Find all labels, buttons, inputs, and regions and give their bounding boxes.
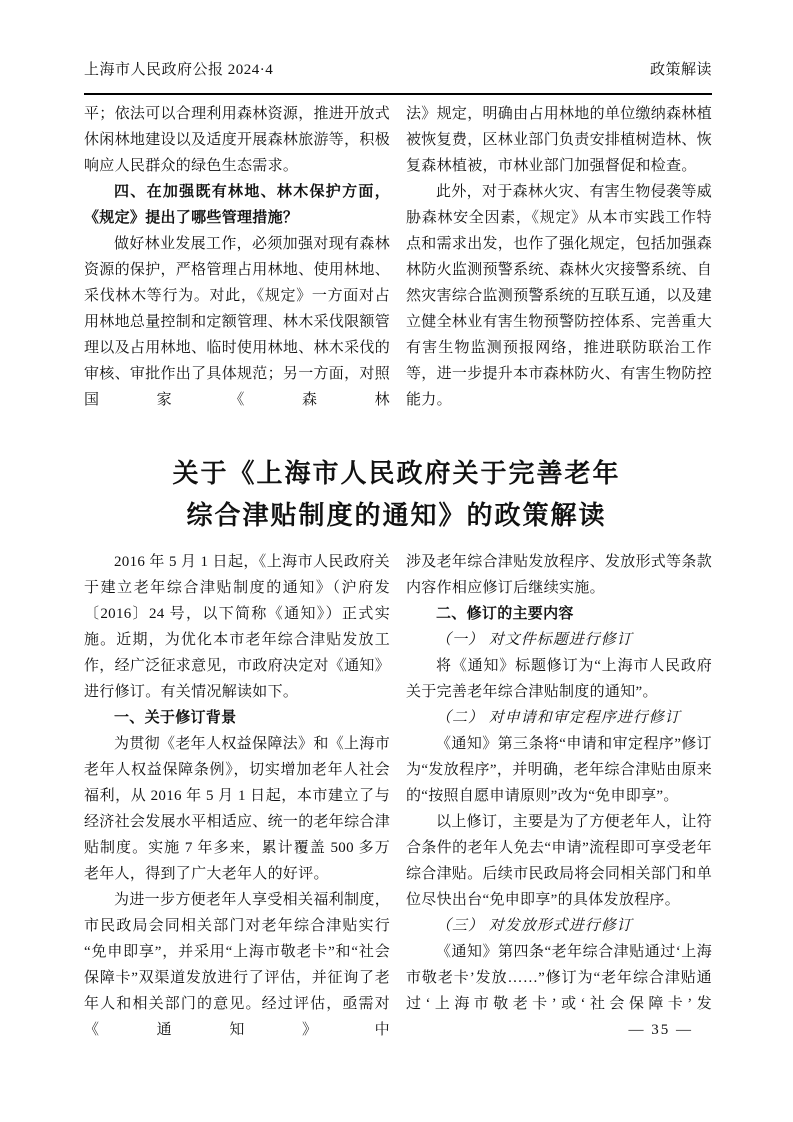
forest-question-4-heading: 四、在加强既有林地、林木保护方面，《规定》提出了哪些管理措施？ [84,183,390,226]
forest-answer-paragraph: 做好林业发展工作，必须加强对现有森林资源的保护，严格管理占用林地、使用林地、采伐林木等行为。对此，《规定》一方面对占用林地总量控制和定额管理、林木采伐限额管理以及占用林地、临时使用林地、林木采伐的审核、审批作出了具体规范；另一方面，对照国家《森林 [84,236,391,408]
subsidy-subheading-3: （三） 对发放形式进行修订 [436,918,633,934]
forest-right-column [406,101,712,413]
article-title-line2: 综合津贴制度的通知》的政策解读 [186,500,607,530]
page-number: — 35 — [628,1022,693,1038]
subsidy-revision-1-paragraph: 将《通知》标题修订为“上海市人民政府关于完善老年综合津贴制度的通知”。 [406,658,712,700]
subsidy-revision-3-paragraph: 《通知》第四条“老年综合津贴通过‘上海市敬老卡’发放……”修订为“老年综合津贴通过‘上海市敬老卡’或‘社会保障卡’发 [406,944,712,1012]
subsidy-revision-2-paragraph-a: 《通知》第三条将“申请和审定程序”修订为“发放程序”，并明确，老年综合津贴由原来的“按照自愿申请原则”改为“免申即享”。 [406,736,712,804]
subsidy-background-paragraph-1: 为贯彻《老年人权益保障法》和《上海市老年人权益保障条例》，切实增加老年人社会福利，从 2016 年 5 月 1 日起，本市建立了与经济社会发展水平相适应、统一的老年综合津贴制度。实施 7 年多来，累计覆盖 500 多万老年人，得到了广大老年人的好评。 [84,736,391,882]
article-title [0,452,793,536]
page-header [84,58,712,79]
subsidy-background-paragraph-2: 为进一步方便老年人享受相关福利制度，市民政局会同相关部门对老年综合津贴实行“免申即享”，并采用“上海市敬老卡”和“社会保障卡”双渠道发放进行了评估，并征询了老年人和相关部门的意见。经过评估，亟需对《通知》中 [84,892,390,1038]
article-title-line1: 关于《上海市人民政府关于完善老年 [172,458,621,488]
subsidy-subheading-1: （一） 对文件标题进行修订 [436,632,633,648]
subsidy-heading-main-content: 二、修订的主要内容 [436,605,574,622]
gazette-title: 上海市人民政府公报 2024·4 [84,62,274,78]
forest-additional-paragraph: 此外，对于森林火灾、有害生物侵袭等威胁森林安全因素，《规定》从本市实践工作特点和需求出发，也作了强化规定，包括加强森林防火监测预警系统、森林火灾接警系统、自然灾害综合监测预警系统的互联互通，以及建立健全林业有害生物预警防控体系、完善重大有害生物监测预报网络，推进联防联治工作等，进一步提升本市森林防火、有害生物防控能力。 [406,184,713,408]
subsidy-subheading-2: （二） 对申请和审定程序进行修订 [436,710,681,726]
subsidy-left-column [84,549,390,1043]
subsidy-right-column [406,549,712,1043]
article-subsidy-interpretation [84,549,712,1043]
section-label: 政策解读 [649,62,712,78]
forest-answer-continuation: 法》规定，明确由占用林地的单位缴纳森林植被恢复费，区林业部门负责安排植树造林、恢复森林植被，市林业部门加强督促和检查。 [406,106,713,174]
forest-left-column [84,101,390,413]
subsidy-background-continuation: 涉及老年综合津贴发放程序、发放形式等条款内容作相应修订后继续实施。 [406,554,713,596]
forest-paragraph-continuation: 平；依法可以合理利用森林资源，推进开放式休闲林地建设以及适度开展森林旅游等，积极响应人民群众的绿色生态需求。 [84,106,391,174]
article-forest-qa [84,101,712,413]
subsidy-heading-background: 一、关于修订背景 [114,709,237,726]
header-rule [84,93,712,95]
subsidy-intro-paragraph: 2016 年 5 月 1 日起，《上海市人民政府关于建立老年综合津贴制度的通知》（沪府发〔2016〕24 号，以下简称《通知》）正式实施。近期，为优化本市老年综合津贴发放工作，经广泛征求意见，市政府决定对《通知》进行修订。有关情况解读如下。 [84,554,391,700]
subsidy-revision-2-paragraph-b: 以上修订，主要是为了方便老年人，让符合条件的老年人免去“申请”流程即可享受老年综合津贴。后续市民政局将会同相关部门和单位尽快出台“免申即享”的具体发放程序。 [406,814,713,908]
